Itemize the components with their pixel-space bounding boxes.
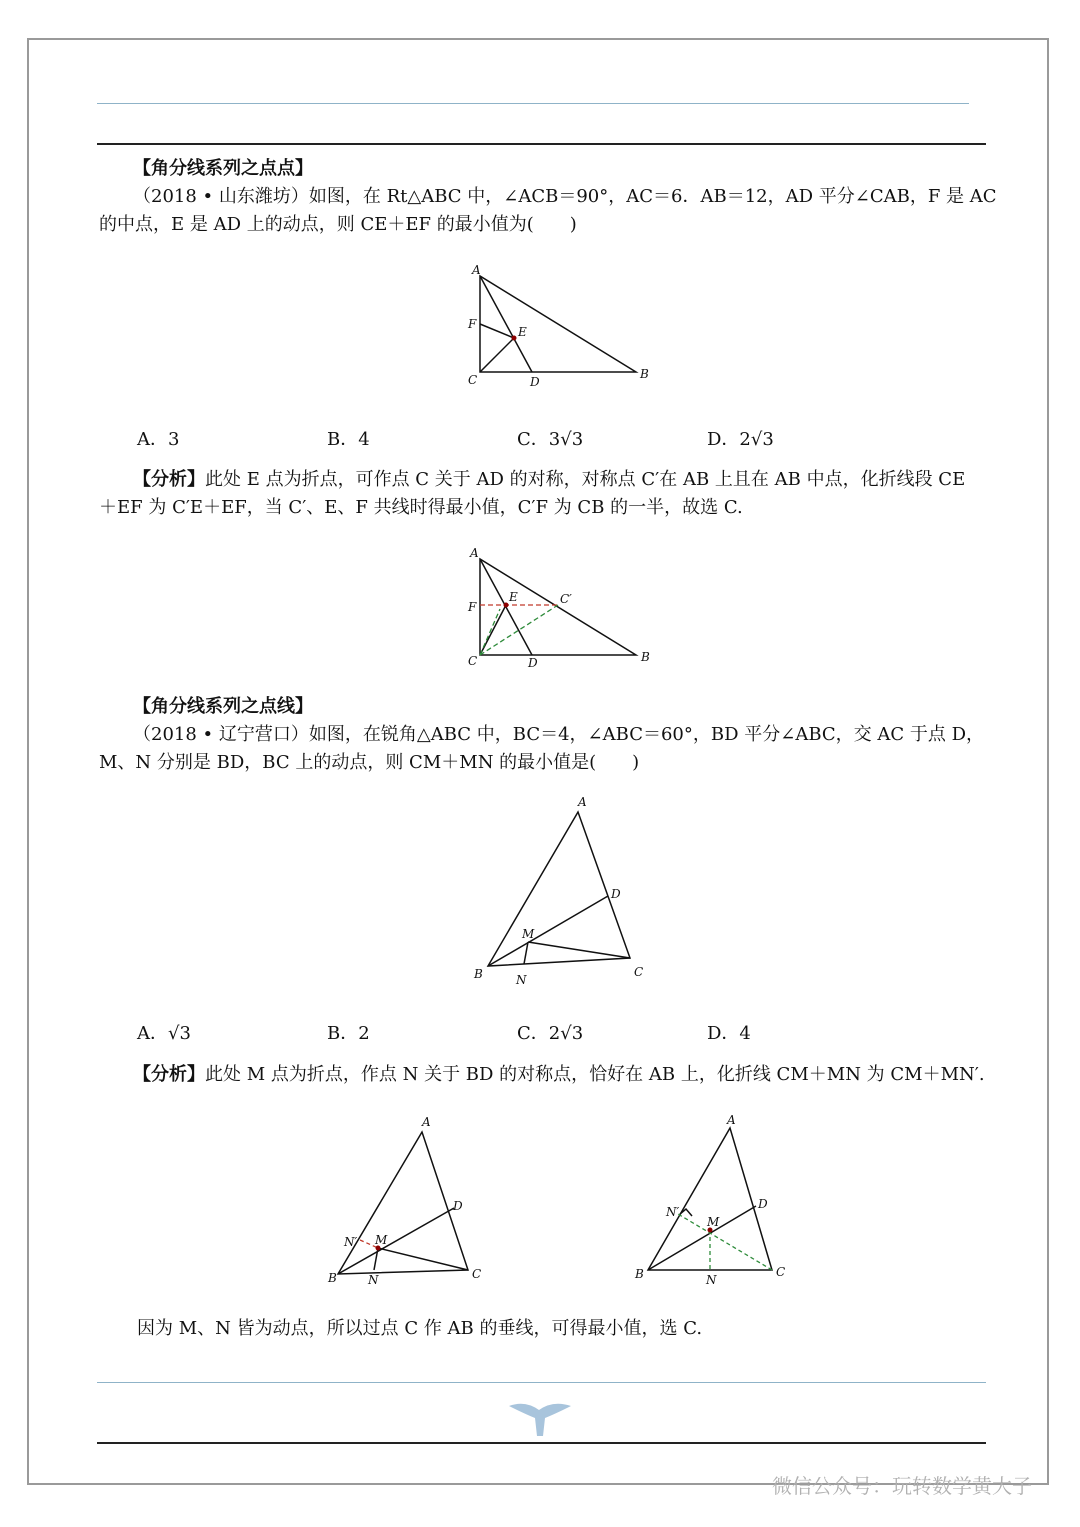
fig5-label-n: N [706,1273,717,1287]
section1-option-d: D．2√3 [707,429,774,450]
fig5-label-a: A [727,1113,736,1127]
section1-title: 【角分线系列之点点】 [133,158,313,179]
fig2-label-cprime: C′ [560,592,572,606]
section2-option-a: A．√3 [137,1023,191,1044]
section2-option-c: C．2√3 [517,1023,584,1044]
header-dark-rule [97,143,986,145]
section1-analysis-label: 【分析】 [133,469,205,490]
header-blue-rule [97,103,969,104]
section1-analysis-line1 [133,466,965,494]
section1-problem-line1: （2018 • 山东潍坊）如图，在 Rt△ABC 中，∠ACB＝90°，AC＝6．AB＝12，AD 平分∠CAB，F 是 AC [133,186,997,207]
fig4-label-c: C [472,1267,482,1281]
section2-problem-line1: （2018 • 辽宁营口）如图，在锐角△ABC 中，BC＝4，∠ABC＝60°，BD 平分∠ABC，交 AC 于点 D， [133,724,985,745]
fig3-label-c: C [634,965,644,979]
fig3-label-b: B [474,967,483,981]
fig5-label-c: C [776,1265,786,1279]
fig1-label-a: A [472,263,481,277]
section2-title: 【角分线系列之点线】 [133,696,313,717]
fig2-label-e: E [509,590,518,604]
figure3 [470,792,670,992]
section2-analysis-line1 [133,1061,985,1089]
fig5-label-d: D [758,1197,768,1211]
fig3-label-n: N [516,973,527,987]
fig1-label-e: E [518,325,527,339]
fig5-label-m: M [707,1215,720,1229]
fig3-label-d: D [611,887,621,901]
section2-option-d: D．4 [707,1023,751,1044]
section2-analysis-text: 此处 M 点为折点，作点 N 关于 BD 的对称点，恰好在 AB 上，化折线 CM＋MN 为 CM＋MN′. [205,1064,985,1085]
section2-conclusion: 因为 M、N 皆为动点，所以过点 C 作 AB 的垂线，可得最小值，选 C. [137,1318,703,1339]
fig4-label-a: A [422,1115,431,1129]
figure1 [460,262,660,392]
fig4-label-b: B [328,1271,337,1285]
figure5 [630,1110,810,1290]
section1-option-b: B．4 [327,429,370,450]
fig3-label-m: M [522,927,535,941]
fig2-label-d: D [528,656,538,670]
section2-analysis-label: 【分析】 [133,1064,205,1085]
fig1-label-c: C [468,373,478,387]
fig4-label-d: D [453,1199,463,1213]
fig3-label-a: A [578,795,587,809]
fig1-label-f: F [468,317,477,331]
section1-analysis-line2: ＋EF 为 C′E＋EF，当 C′、E、F 共线时得最小值，C′F 为 CB 的一半，故选 C. [99,497,743,518]
section1-problem-line2: 的中点，E 是 AD 上的动点，则 CE＋EF 的最小值为( ) [99,214,577,235]
fig2-label-c: C [468,654,478,668]
fig1-label-b: B [640,367,649,381]
stylized-bird-icon [505,1396,575,1440]
section1-analysis-text: 此处 E 点为折点，可作点 C 关于 AD 的对称，对称点 C′在 AB 上且在 AB 中点，化折线段 CE [205,469,966,490]
fig4-label-n: N [368,1273,379,1287]
fig4-label-m: M [375,1233,388,1247]
fig2-label-b: B [641,650,650,664]
fig2-label-f: F [468,600,477,614]
section1-option-a: A．3 [137,429,180,450]
fig4-label-nprime: N′ [344,1235,358,1249]
figure4 [320,1110,500,1290]
figure2 [460,545,660,675]
fig2-label-a: A [470,546,479,560]
fig5-label-nprime: N′ [666,1205,680,1219]
section1-option-c: C．3√3 [517,429,584,450]
section2-option-b: B．2 [327,1023,370,1044]
section2-problem-line2: M、N 分别是 BD，BC 上的动点，则 CM＋MN 的最小值是( ) [99,752,640,773]
fig1-label-d: D [530,375,540,389]
fig5-label-b: B [635,1267,644,1281]
watermark: 微信公众号：玩转数学黄大子 [772,1474,1032,1498]
footer-blue-rule [97,1382,986,1383]
footer-dark-rule [97,1442,986,1444]
